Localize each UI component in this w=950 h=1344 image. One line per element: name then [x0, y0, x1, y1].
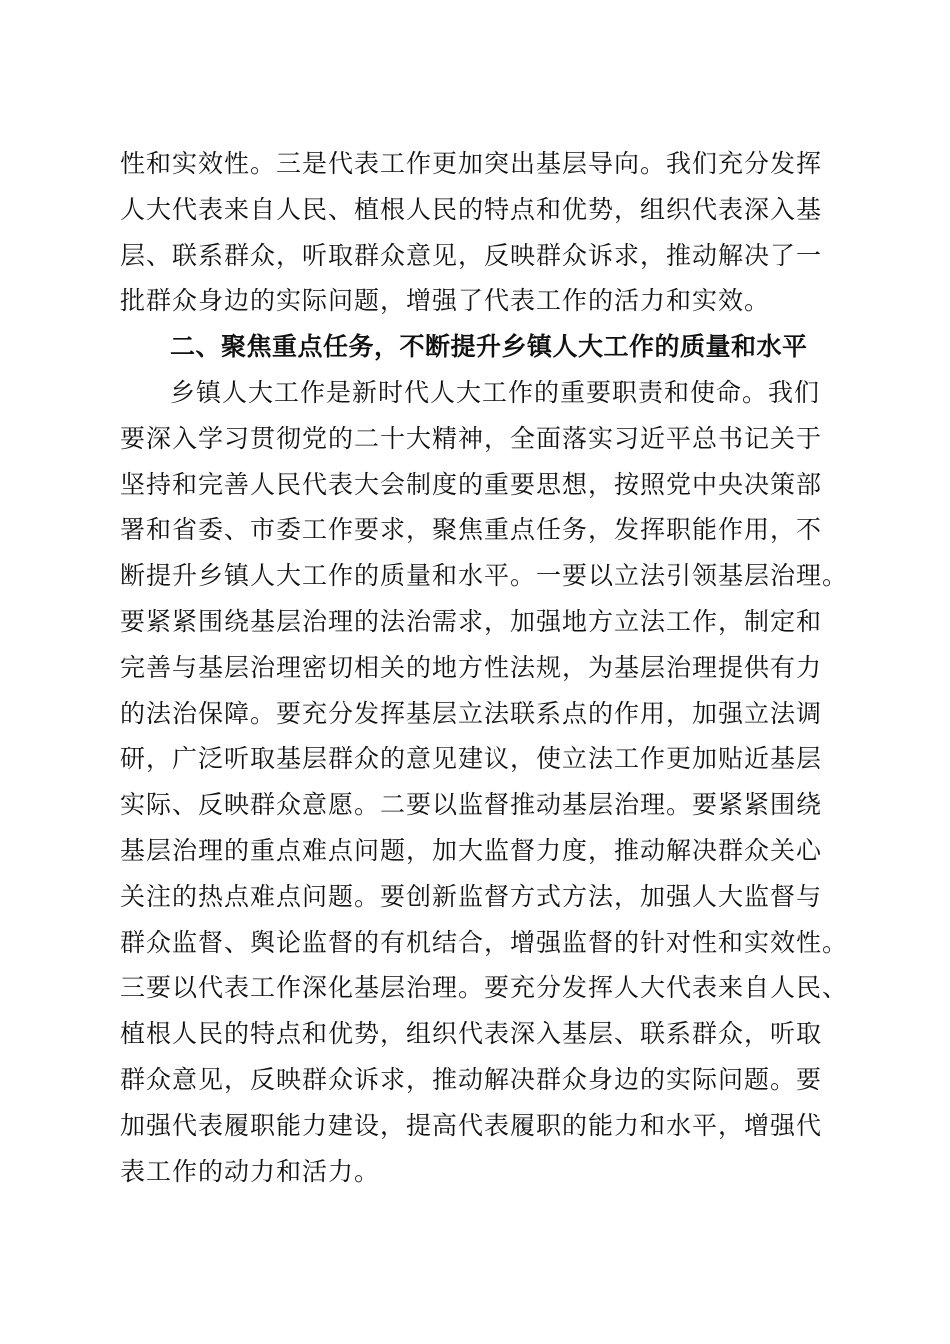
- paragraph-line: 加强代表履职能力建设，提高代表履职的能力和水平，增强代: [120, 1110, 823, 1140]
- paragraph-line: 断提升乡镇人大工作的质量和水平。一要以立法引领基层治理。: [120, 561, 849, 591]
- paragraph-line: 批群众身边的实际问题，增强了代表工作的活力和实效。: [120, 286, 771, 316]
- paragraph-line: 层、联系群众，听取群众意见，反映群众诉求，推动解决了一: [120, 240, 823, 270]
- paragraph-line: 基层治理的重点难点问题，加大监督力度，推动解决群众关心: [120, 835, 823, 865]
- section-heading: 二、聚焦重点任务，不断提升乡镇人大工作的质量和水平: [170, 332, 808, 362]
- paragraph-line: 要紧紧围绕基层治理的法治需求，加强地方立法工作，制定和: [120, 606, 823, 636]
- paragraph-line: 性和实效性。三是代表工作更加突出基层导向。我们充分发挥: [120, 149, 823, 178]
- paragraph-line: 署和省委、市委工作要求，聚焦重点任务，发挥职能作用，不: [120, 515, 823, 545]
- paragraph-line: 表工作的动力和活力。: [120, 1156, 381, 1186]
- paragraph-line: 关注的热点难点问题。要创新监督方式方法，加强人大监督与: [120, 881, 823, 911]
- paragraph-line: 完善与基层治理密切相关的地方性法规，为基层治理提供有力: [120, 652, 823, 682]
- paragraph-line: 坚持和完善人民代表大会制度的重要思想，按照党中央决策部: [120, 469, 823, 499]
- paragraph-line: 要深入学习贯彻党的二十大精神，全面落实习近平总书记关于: [120, 423, 823, 453]
- paragraph-line: 三要以代表工作深化基层治理。要充分发挥人大代表来自人民、: [120, 973, 849, 1003]
- paragraph-line: 植根人民的特点和优势，组织代表深入基层、联系群众，听取: [120, 1019, 823, 1049]
- paragraph-1: [120, 141, 832, 324]
- paragraph-line: 研，广泛听取基层群众的意见建议，使立法工作更加贴近基层: [120, 744, 823, 774]
- paragraph-line: 人大代表来自人民、植根人民的特点和优势，组织代表深入基: [120, 194, 823, 224]
- document-body: [120, 141, 849, 1194]
- paragraph-2: [120, 370, 849, 1194]
- paragraph-line: 的法治保障。要充分发挥基层立法联系点的作用，加强立法调: [120, 698, 823, 728]
- paragraph-line: 实际、反映群众意愿。二要以监督推动基层治理。要紧紧围绕: [120, 790, 823, 820]
- paragraph-line: 群众监督、舆论监督的有机结合，增强监督的针对性和实效性。: [120, 927, 849, 957]
- paragraph-line: 群众意见，反映群众诉求，推动解决群众身边的实际问题。要: [120, 1064, 823, 1094]
- paragraph-line: 乡镇人大工作是新时代人大工作的重要职责和使命。我们: [170, 377, 821, 407]
